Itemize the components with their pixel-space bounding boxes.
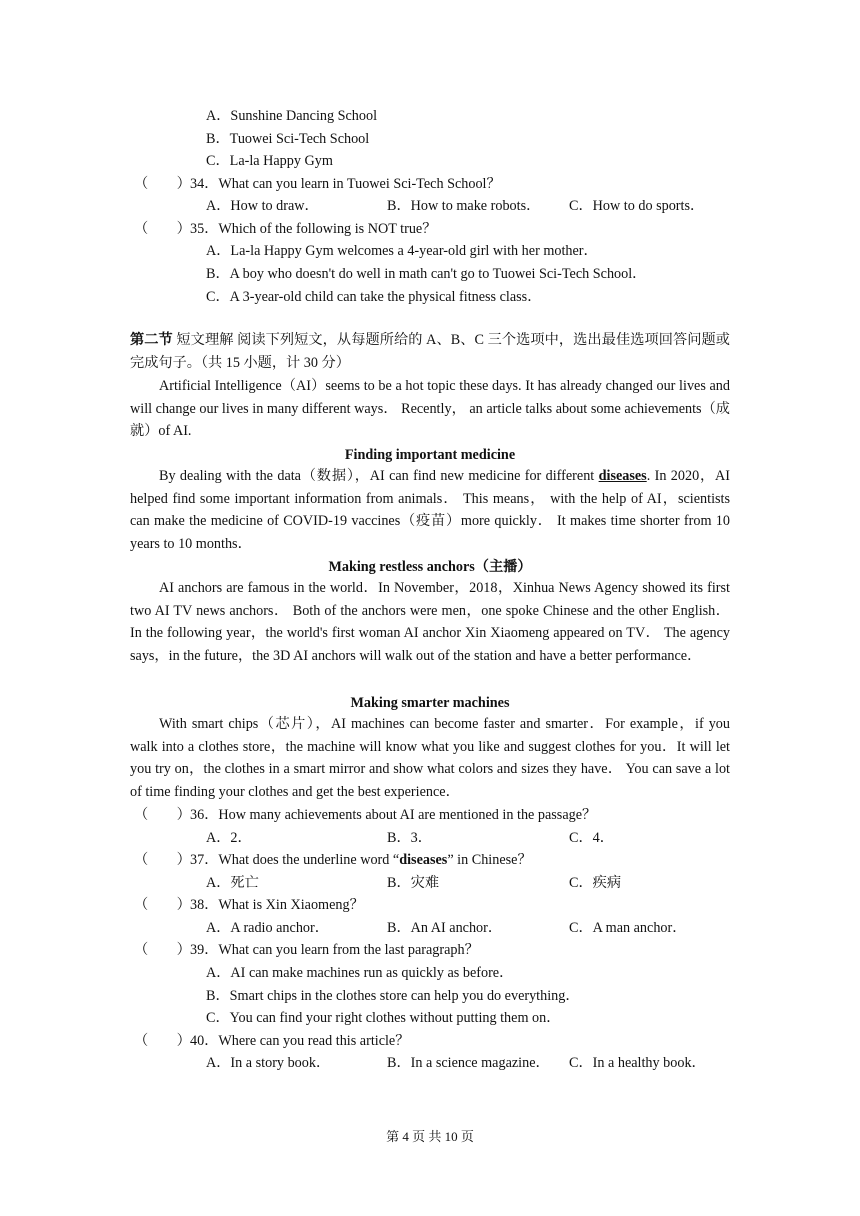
paragraph-anchors <box>130 577 730 667</box>
q35-option-a: A．La-la Happy Gym welcomes a 4-year-old girl with her mother． <box>206 243 598 259</box>
q39-option-c: C．You can find your right clothes without putting them on． <box>206 1010 561 1026</box>
q40-option-a: A．In a story book． <box>206 1055 331 1071</box>
q34-option-c: C．How to do sports． <box>569 198 705 214</box>
q35-option-c: C．A 3-year-old child can take the physical fitness class． <box>206 289 542 305</box>
q34-stem: 34．What can you learn in Tuowei Sci-Tech School？ <box>190 176 501 192</box>
q40-answer-blank[interactable]: （ ） <box>134 1033 191 1049</box>
q38-option-a: A．A radio anchor． <box>206 920 329 936</box>
q35-stem: 35．Which of the following is NOT true？ <box>190 221 437 237</box>
q37-stem-before: 37．What does the underline word “ <box>190 852 400 868</box>
paragraph-medicine <box>130 465 730 555</box>
q38-option-b: B．An AI anchor． <box>387 920 503 936</box>
q36-answer-blank[interactable]: （ ） <box>134 807 191 823</box>
q39-stem: 39．What can you learn from the last paragraph？ <box>190 942 479 958</box>
q36-stem: 36．How many achievements about AI are mentioned in the passage？ <box>190 807 597 823</box>
q36-option-b: B．3． <box>387 830 432 846</box>
page-number-footer: 第 4 页 共 10 页 <box>386 1129 474 1144</box>
q38-answer-blank[interactable]: （ ） <box>134 897 191 913</box>
q34-answer-blank[interactable]: （ ） <box>134 176 191 192</box>
q33-option-b: B．Tuowei Sci-Tech School <box>206 131 370 147</box>
heading-finding-medicine: Finding important medicine <box>344 447 516 463</box>
q39-option-a: A．AI can make machines run as quickly as before． <box>206 965 514 981</box>
paragraph-machines <box>130 713 730 803</box>
q35-option-b: B．A boy who doesn't do well in math can't go to Tuowei Sci-Tech School． <box>206 266 647 282</box>
q33-option-a: A．Sunshine Dancing School <box>206 108 378 124</box>
underlined-word-diseases: diseases <box>598 468 647 484</box>
q37-option-c: C．疾病 <box>569 875 622 891</box>
q34-option-b: B．How to make robots． <box>387 198 541 214</box>
q40-stem: 40．Where can you read this article？ <box>190 1033 410 1049</box>
q37-option-a: A．死亡 <box>206 875 259 891</box>
passage-intro <box>130 375 730 443</box>
q37-keyword: diseases <box>399 852 448 868</box>
q37-stem <box>190 851 532 869</box>
q36-option-a: A．2． <box>206 830 252 846</box>
q37-answer-blank[interactable]: （ ） <box>134 852 191 868</box>
q37-option-b: B．灾难 <box>387 875 440 891</box>
section-header <box>130 329 730 374</box>
q40-option-b: B．In a science magazine． <box>387 1055 550 1071</box>
q34-option-a: A．How to draw． <box>206 198 319 214</box>
p2-text: AI anchors are famous in the world．In November，2018，Xinhua News Agency showed its first two AI TV news anchors． Both of the anchors were men，one spoke Chinese and the other English． In the following year，the world's first woman AI anchor Xin Xiaomeng appeared on TV． The agency says，in the future，the 3D AI anchors will walk out of the station and have a better performance． <box>130 580 730 664</box>
q36-option-c: C．4． <box>569 830 614 846</box>
q38-option-c: C．A man anchor． <box>569 920 687 936</box>
q40-option-c: C．In a healthy book． <box>569 1055 706 1071</box>
q39-answer-blank[interactable]: （ ） <box>134 942 191 958</box>
heading-smarter-machines: Making smarter machines <box>350 695 510 711</box>
q35-answer-blank[interactable]: （ ） <box>134 221 191 237</box>
q38-stem: 38．What is Xin Xiaomeng？ <box>190 897 364 913</box>
q33-option-c: C．La-la Happy Gym <box>206 153 333 169</box>
p1-after: . In 2020，AI helped find some important information from animals． This means， with the help of AI，scientists can make the medicine of COVID-19 vaccines（疫苗）more quickly． It makes time shorter from 10 years to 10 months． <box>130 468 730 552</box>
p1-before: By dealing with the data（数据），AI can find new medicine for different <box>159 468 599 484</box>
passage-intro-text: Artificial Intelligence（AI）seems to be a hot topic these days. It has already changed our lives and will change our lives in many different ways． Recently， an article talks about some achievements（成就）of AI. <box>130 378 730 440</box>
section-label: 第二节 <box>130 332 173 348</box>
p3-text: With smart chips（芯片），AI machines can become faster and smarter．For example，if you walk into a clothes store，the machine will know what you like and suggest clothes for you．It will let you try on，the clothes in a smart mirror and show what colors and sizes they have． You can save a lot of time finding your clothes and get the best experience． <box>130 716 730 800</box>
q37-stem-after: ” in Chinese？ <box>447 852 532 868</box>
heading-restless-anchors: Making restless anchors（主播） <box>328 559 532 575</box>
section-instruction: 短文理解 阅读下列短文，从每题所给的 A、B、C 三个选项中，选出最佳选项回答问题或完成句子。（共 15 小题，计 30 分） <box>130 332 730 371</box>
q39-option-b: B．Smart chips in the clothes store can help you do everything． <box>206 988 580 1004</box>
